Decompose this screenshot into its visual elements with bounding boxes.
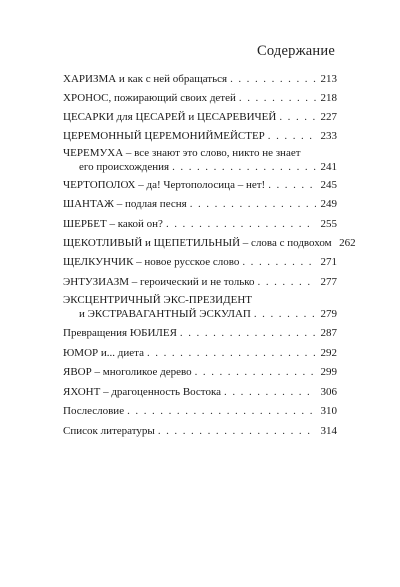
- dot-leader: [242, 255, 316, 269]
- toc-entry-title-line1: ЧЕРЕМУХА – все знают это слово, никто не знает: [63, 147, 301, 159]
- toc-entry-page: 245: [320, 179, 337, 191]
- dot-leader: [127, 404, 316, 418]
- toc-entry: [63, 293, 337, 321]
- toc-entry-title: ХАРИЗМА и как с ней обращаться: [63, 73, 228, 85]
- dot-leader: [224, 385, 316, 399]
- toc-entry-title: ЭНТУЗИАЗМ – героический и не только: [63, 276, 255, 288]
- toc-entry: [63, 129, 337, 143]
- toc-entry: [63, 91, 337, 105]
- toc-entry-page: 227: [320, 111, 337, 123]
- toc-entry: [63, 197, 337, 211]
- toc-entry: [63, 110, 337, 124]
- toc-entry-title: ЩЕКОТЛИВЫЙ и ЩЕПЕТИЛЬНЫЙ – слова с подвохом: [63, 237, 332, 249]
- toc-entry-title-line2: и ЭКСТРАВАГАНТНЫЙ ЭСКУЛАП: [79, 308, 251, 320]
- toc-entry-page: 310: [320, 405, 337, 417]
- toc-entry-page: 233: [320, 130, 337, 142]
- toc-entry: [63, 346, 337, 360]
- toc-entry-title: ЯХОНТ – драгоценность Востока: [63, 386, 222, 398]
- toc-entry-page: 287: [320, 327, 337, 339]
- toc-entry: [63, 217, 337, 231]
- dot-leader: [230, 72, 316, 86]
- toc-entry-page: 241: [320, 161, 337, 173]
- dot-leader: [180, 326, 316, 340]
- toc-entry-page: 299: [320, 366, 337, 378]
- toc-entry: [63, 275, 337, 289]
- toc-entry-page: 306: [320, 386, 337, 398]
- toc-entry-title: Послесловие: [63, 405, 125, 417]
- toc-entry-title: ЩЕЛКУНЧИК – новое русское слово: [63, 256, 240, 268]
- dot-leader: [239, 91, 316, 105]
- toc-entry: [63, 365, 337, 379]
- dot-leader: [190, 197, 316, 211]
- dot-leader: [158, 424, 316, 438]
- page-header: Содержание: [257, 43, 335, 59]
- dot-leader: [258, 275, 316, 289]
- toc-entry-page: 279: [320, 308, 337, 320]
- dot-leader: [147, 346, 316, 360]
- toc-entry: [63, 385, 337, 399]
- toc-entry-title: Превращения ЮБИЛЕЯ: [63, 327, 177, 339]
- toc-entry: [63, 146, 337, 174]
- toc-entry-page: 292: [320, 347, 337, 359]
- dot-leader: [166, 217, 316, 231]
- dot-leader: [279, 110, 316, 124]
- toc-entry-page: 314: [320, 425, 337, 437]
- toc-entry-title: ШЕРБЕТ – какой он?: [63, 218, 163, 230]
- toc-entry-title: ЦЕСАРКИ для ЦЕСАРЕЙ и ЦЕСАРЕВИЧЕЙ: [63, 111, 277, 123]
- toc-entry-page: 255: [320, 218, 337, 230]
- toc-entry: [63, 236, 356, 250]
- toc-entry: [63, 326, 337, 340]
- dot-leader: [195, 365, 316, 379]
- dot-leader: [172, 160, 316, 174]
- toc-entry-title-line1: ЭКСЦЕНТРИЧНЫЙ ЭКС-ПРЕЗИДЕНТ: [63, 294, 253, 306]
- toc-entry-title: Список литературы: [63, 425, 155, 437]
- toc-entry-page: 262: [339, 237, 356, 249]
- toc-entry-title: ЧЕРТОПОЛОХ – да! Чертополосица – нет!: [63, 179, 266, 191]
- toc-entry-title: ХРОНОС, пожирающий своих детей: [63, 92, 236, 104]
- toc-entry-title: ЮМОР и... диета: [63, 347, 144, 359]
- toc-entry-page: 213: [320, 73, 337, 85]
- toc-entry-page: 271: [320, 256, 337, 268]
- toc-entry: [63, 72, 337, 86]
- toc-entry-page: 218: [320, 92, 337, 104]
- toc-entry-title: ЦЕРЕМОННЫЙ ЦЕРЕМОНИЙМЕЙСТЕР: [63, 130, 265, 142]
- toc-entry-title-line2: его происхождения: [79, 161, 170, 173]
- dot-leader: [254, 307, 316, 321]
- toc-entry: [63, 178, 337, 192]
- toc-entry-title: ЯВОР – многоликое дерево: [63, 366, 192, 378]
- toc-entry-page: 249: [320, 198, 337, 210]
- toc-entry: [63, 424, 337, 438]
- toc-entry: [63, 255, 337, 269]
- toc-entry-title: ШАНТАЖ – подлая песня: [63, 198, 187, 210]
- dot-leader: [268, 178, 316, 192]
- toc-entry: [63, 404, 337, 418]
- dot-leader: [268, 129, 316, 143]
- toc-entry-page: 277: [320, 276, 337, 288]
